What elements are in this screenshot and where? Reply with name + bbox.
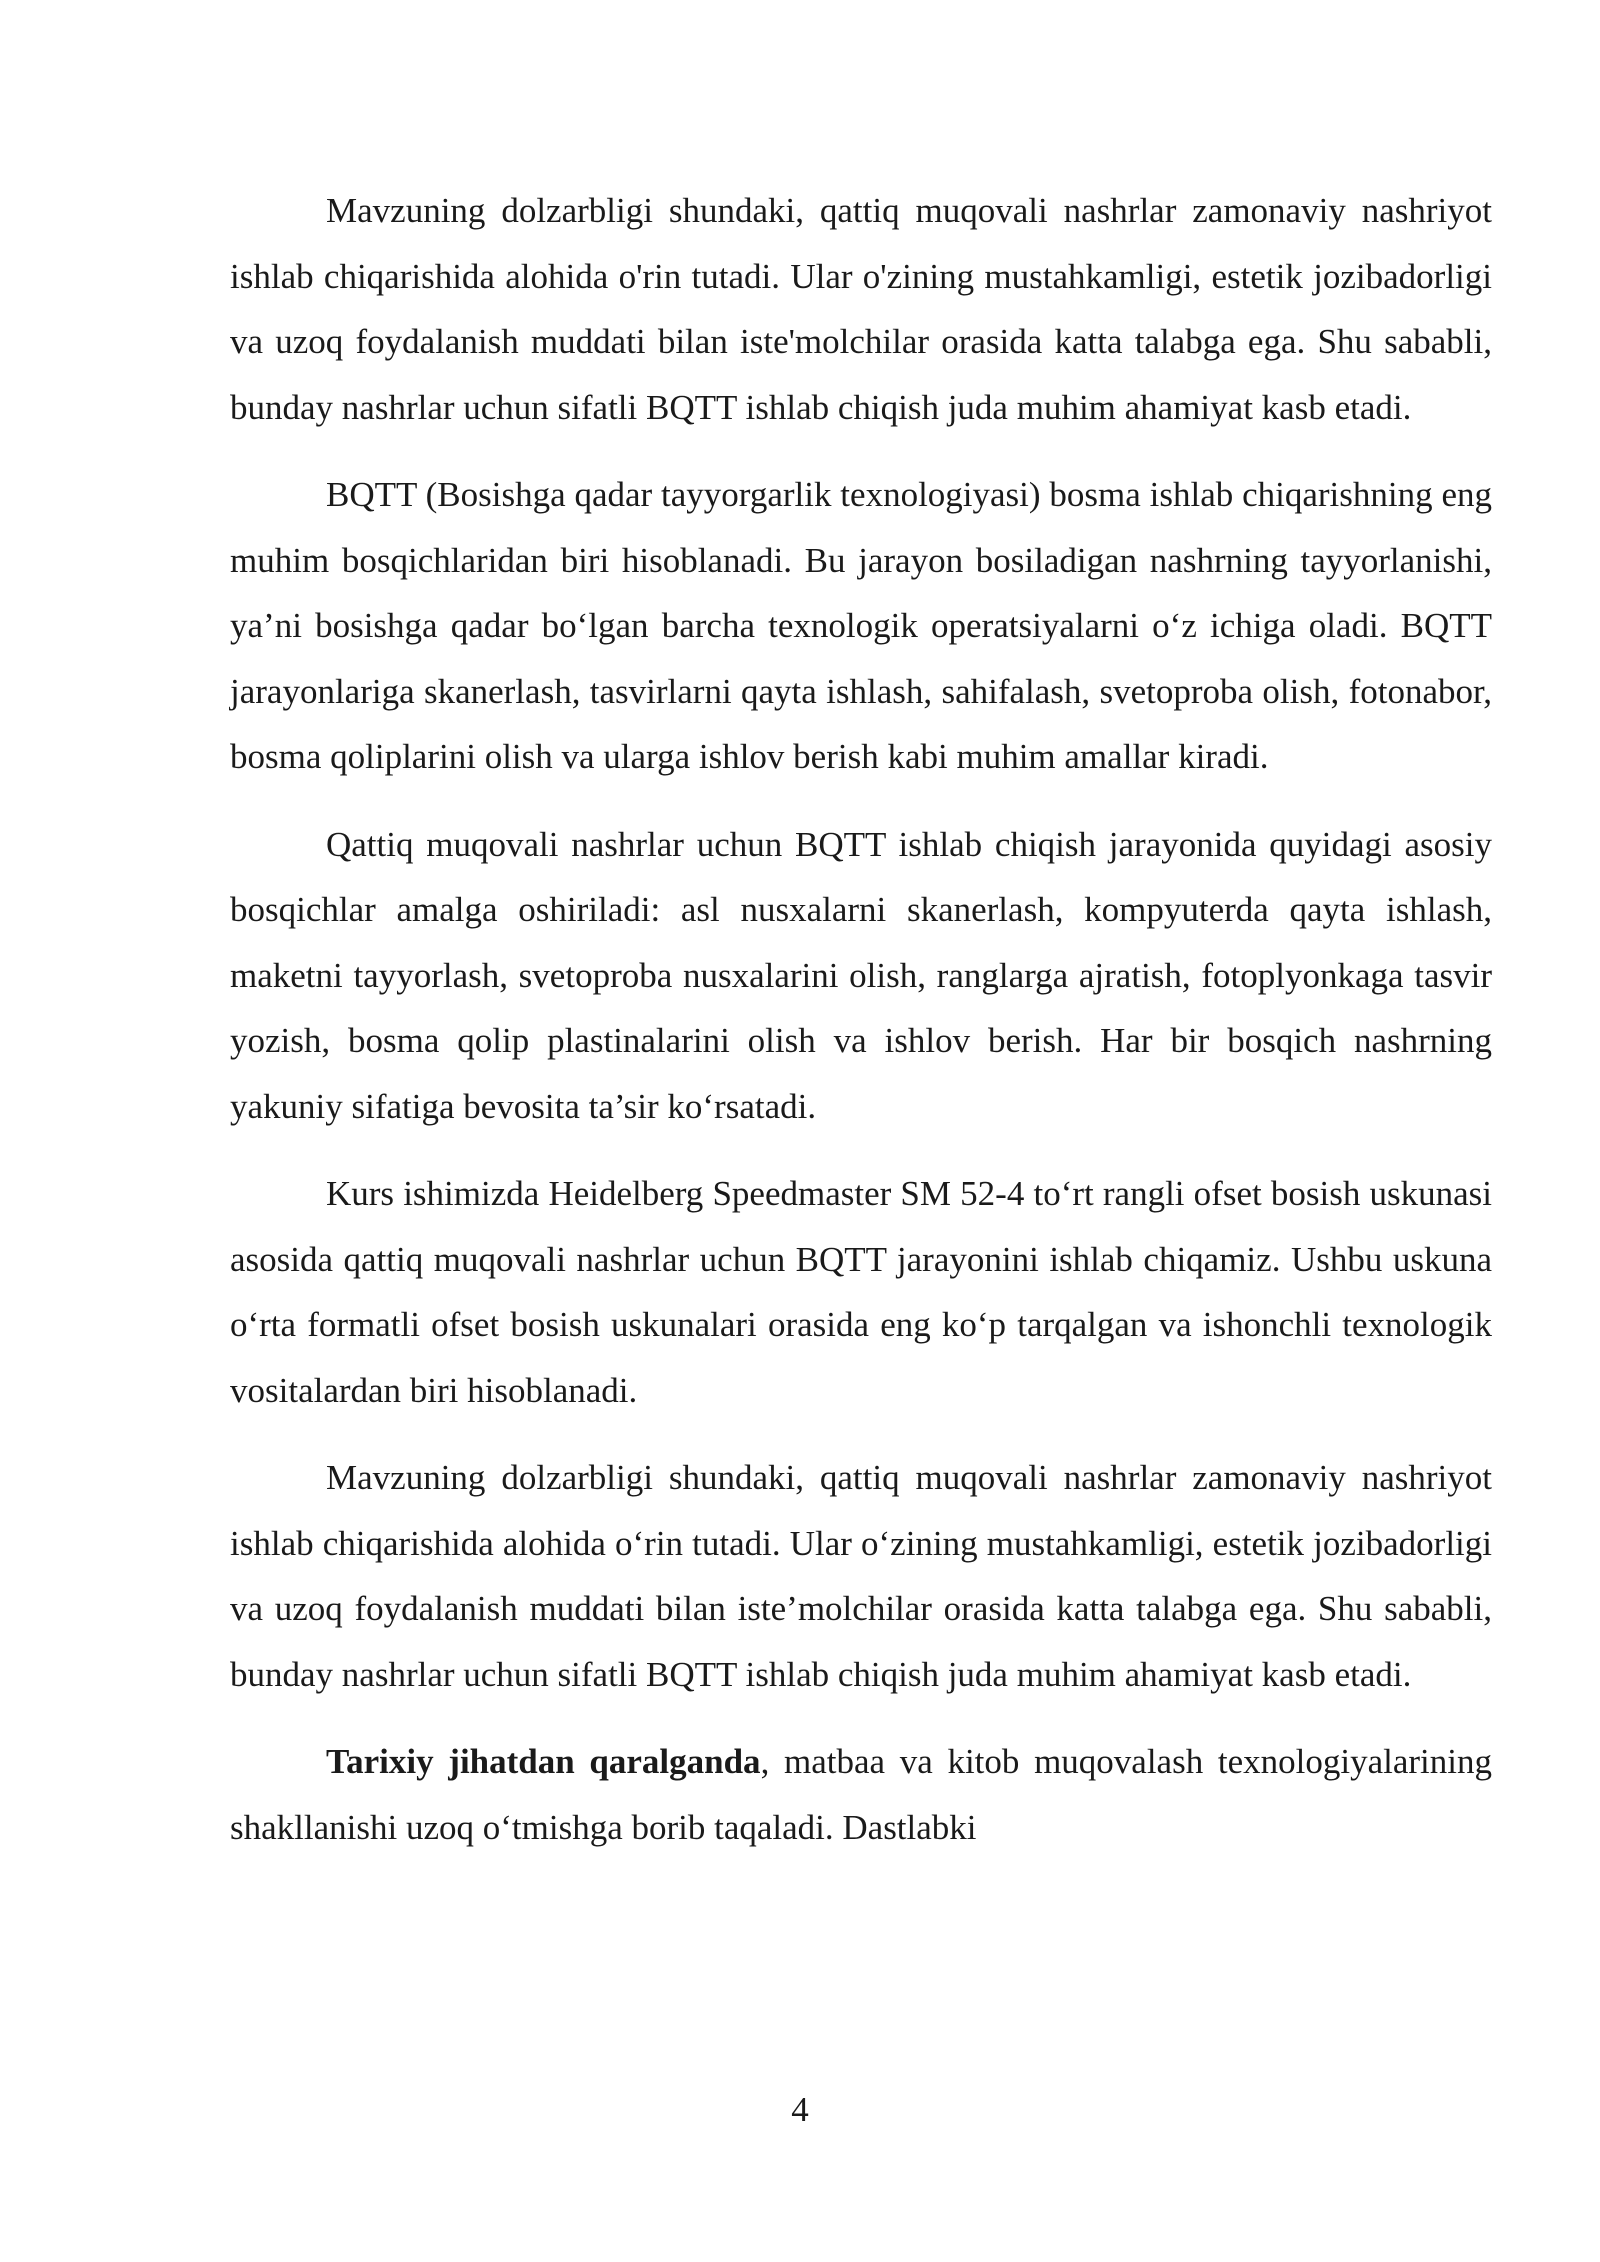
paragraph-heidelberg: Kurs ishimizda Heidelberg Speedmaster SM 52-4 to‘rt rangli ofset bosish uskunasi asosida qattiq muqovali nashrlar uchun BQTT jarayonini ishlab chiqamiz. Ushbu uskuna o‘rta formatli ofset bosish uskunalari orasida eng ko‘p tarqalgan va ishonchli texnologik vositalardan biri hisoblanadi. <box>230 1174 1492 1410</box>
page-number: 4 <box>791 2090 809 2129</box>
paragraph-history <box>230 1729 1492 1860</box>
paragraph-bqtt-definition: BQTT (Bosishga qadar tayyorgarlik texnologiyasi) bosma ishlab chiqarishning eng muhim bosqichlaridan biri hisoblanadi. Bu jarayon bosiladigan nashrning tayyorlanishi, ya’ni bosishga qadar bo‘lgan barcha texnologik operatsiyalarni o‘z ichiga oladi. BQTT jarayonlariga skanerlash, tasvirlarni qayta ishlash, sahifalash, svetoproba olish, fotonabor, bosma qoliplarini olish va ularga ishlov berish kabi muhim amallar kiradi. <box>230 475 1492 776</box>
paragraph-relevance-repeat: Mavzuning dolzarbligi shundaki, qattiq muqovali nashrlar zamonaviy nashriyot ishlab chiqarishida alohida o‘rin tutadi. Ular o‘zining mustahkamligi, estetik jozibadorligi va uzoq foydalanish muddati bilan iste’molchilar orasida katta talabga ega. Shu sababli, bunday nashrlar uchun sifatli BQTT ishlab chiqish juda muhim ahamiyat kasb etadi. <box>230 1458 1492 1694</box>
history-bold-lead: Tarixiy jihatdan qaralganda <box>326 1742 761 1781</box>
paragraph-bqtt-stages: Qattiq muqovali nashrlar uchun BQTT ishlab chiqish jarayonida quyidagi asosiy bosqichlar amalga oshiriladi: asl nusxalarni skanerlash, kompyuterda qayta ishlash, maketni tayyorlash, svetoproba nusxalarini olish, ranglarga ajratish, fotoplyonkaga tasvir yozish, bosma qolip plastinalarini olish va ishlov berish. Har bir bosqich nashrning yakuniy sifatiga bevosita ta’sir ko‘rsatadi. <box>230 824 1492 1126</box>
paragraph-relevance: Mavzuning dolzarbligi shundaki, qattiq muqovali nashrlar zamonaviy nashriyot ishlab chiqarishida alohida o'rin tutadi. Ular o'zining mustahkamligi, estetik jozibadorligi va uzoq foydalanish muddati bilan iste'molchilar orasida katta talabga ega. Shu sababli, bunday nashrlar uchun sifatli BQTT ishlab chiqish juda muhim ahamiyat kasb etadi. <box>230 191 1492 427</box>
document-page <box>230 178 1492 1882</box>
history-text: , matbaa va kitob muqovalash texnologiyalarining shakllanishi uzoq o‘tmishga borib taqaladi. Dastlabki <box>230 1742 1492 1847</box>
